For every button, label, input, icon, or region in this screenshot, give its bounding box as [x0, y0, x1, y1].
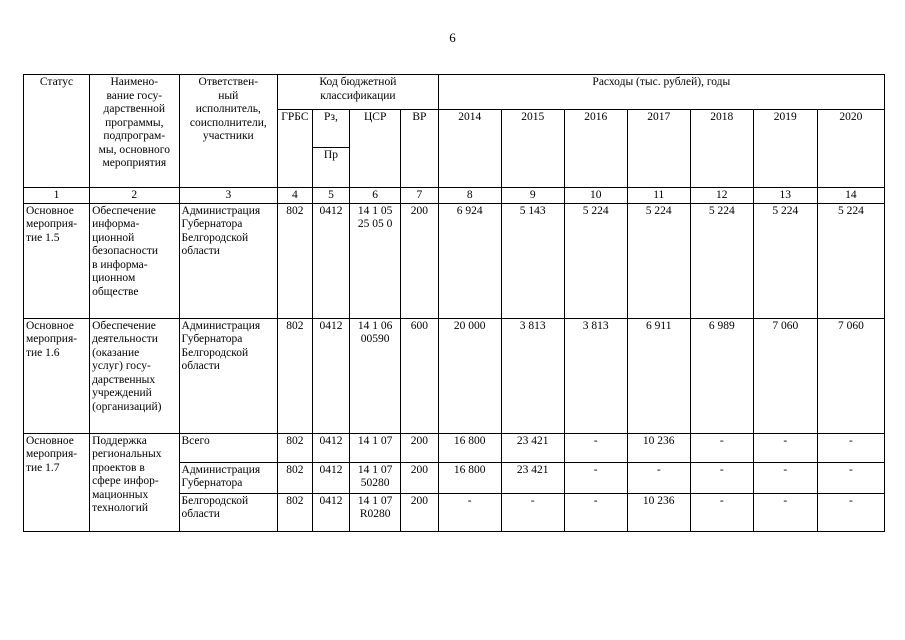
column-number: 6	[350, 188, 401, 204]
row-name: Поддержка региональных проектов в сфере инфор- мационных технологий	[90, 433, 179, 531]
row-vr: 200	[401, 433, 439, 462]
row-value-2014: 16 800	[438, 462, 501, 493]
row-value-2017: 5 224	[627, 203, 690, 318]
column-number: 9	[501, 188, 564, 204]
row-value-2015: 23 421	[501, 462, 564, 493]
header-pr: Пр	[312, 148, 350, 188]
column-number: 7	[401, 188, 439, 204]
column-number: 1	[24, 188, 90, 204]
row-grbs: 802	[278, 203, 313, 318]
row-value-2015: 23 421	[501, 433, 564, 462]
row-value-2014: 6 924	[438, 203, 501, 318]
row-csr: 14 1 07	[350, 433, 401, 462]
row-value-2019: -	[753, 433, 817, 462]
row-value-2016: -	[564, 462, 627, 493]
row-value-2020: -	[817, 462, 884, 493]
row-value-2015: 3 813	[501, 318, 564, 433]
header-year-2016: 2016	[564, 110, 627, 188]
table-row	[24, 203, 885, 318]
row-value-2015: -	[501, 493, 564, 531]
column-number: 8	[438, 188, 501, 204]
header-year-2019: 2019	[753, 110, 817, 188]
row-value-2017: -	[627, 462, 690, 493]
header-year-2020: 2020	[817, 110, 884, 188]
row-value-2020: -	[817, 433, 884, 462]
column-number: 13	[753, 188, 817, 204]
column-number: 14	[817, 188, 884, 204]
row-value-2019: -	[753, 462, 817, 493]
row-vr: 600	[401, 318, 439, 433]
row-value-2016: 5 224	[564, 203, 627, 318]
row-value-2014: 20 000	[438, 318, 501, 433]
row-name: Обеспечение информа- ционной безопасности в информа- ционном обществе	[90, 203, 179, 318]
row-status: Основное мероприя- тие 1.6	[24, 318, 90, 433]
row-vr: 200	[401, 203, 439, 318]
row-rzpr: 0412	[312, 493, 350, 531]
header-status: Статус	[24, 75, 90, 188]
row-value-2016: -	[564, 433, 627, 462]
row-rzpr: 0412	[312, 462, 350, 493]
row-executor: Администрация Губернатора Белгородской области	[179, 318, 278, 433]
row-value-2015: 5 143	[501, 203, 564, 318]
row-rzpr: 0412	[312, 203, 350, 318]
row-value-2016: -	[564, 493, 627, 531]
row-name: Обеспечение деятельности (оказание услуг) госу- дарственных учреждений (организаций)	[90, 318, 179, 433]
row-csr: 14 1 06 00590	[350, 318, 401, 433]
header-grbs: ГРБС	[278, 110, 313, 188]
row-rzpr: 0412	[312, 433, 350, 462]
column-number: 3	[179, 188, 278, 204]
column-number: 4	[278, 188, 313, 204]
row-executor: Администрация Губернатора	[179, 462, 278, 493]
row-value-2020: -	[817, 493, 884, 531]
header-expenses: Расходы (тыс. рублей), годы	[438, 75, 884, 110]
header-csr: ЦСР	[350, 110, 401, 188]
row-csr: 14 1 07 R0280	[350, 493, 401, 531]
row-value-2017: 10 236	[627, 493, 690, 531]
budget-table	[23, 74, 885, 532]
row-grbs: 802	[278, 433, 313, 462]
row-value-2018: -	[690, 433, 753, 462]
row-value-2018: -	[690, 493, 753, 531]
header-budget-code: Код бюджетной классификации	[278, 75, 439, 110]
page-number: 6	[449, 30, 456, 45]
row-value-2019: -	[753, 493, 817, 531]
table-row	[24, 433, 885, 462]
column-number: 10	[564, 188, 627, 204]
row-value-2017: 6 911	[627, 318, 690, 433]
header-year-2014: 2014	[438, 110, 501, 188]
row-grbs: 802	[278, 493, 313, 531]
column-number: 5	[312, 188, 350, 204]
row-executor: Белгородской области	[179, 493, 278, 531]
header-executor: Ответствен- ный исполнитель, соисполнители, участники	[179, 75, 278, 188]
row-value-2020: 7 060	[817, 318, 884, 433]
header-year-2015: 2015	[501, 110, 564, 188]
header-name: Наимено- вание госу- дарственной программы, подпрограм- мы, основного мероприятия	[90, 75, 179, 188]
column-number: 11	[627, 188, 690, 204]
row-status: Основное мероприя- тие 1.5	[24, 203, 90, 318]
row-rzpr: 0412	[312, 318, 350, 433]
row-value-2019: 7 060	[753, 318, 817, 433]
table-row	[24, 318, 885, 433]
row-value-2017: 10 236	[627, 433, 690, 462]
row-value-2020: 5 224	[817, 203, 884, 318]
row-grbs: 802	[278, 318, 313, 433]
row-value-2014: -	[438, 493, 501, 531]
row-executor: Администрация Губернатора Белгородской области	[179, 203, 278, 318]
row-vr: 200	[401, 493, 439, 531]
row-value-2019: 5 224	[753, 203, 817, 318]
row-value-2018: -	[690, 462, 753, 493]
row-value-2018: 6 989	[690, 318, 753, 433]
row-grbs: 802	[278, 462, 313, 493]
row-status: Основное мероприя- тие 1.7	[24, 433, 90, 531]
column-number: 2	[90, 188, 179, 204]
row-vr: 200	[401, 462, 439, 493]
row-value-2016: 3 813	[564, 318, 627, 433]
row-value-2014: 16 800	[438, 433, 501, 462]
header-year-2018: 2018	[690, 110, 753, 188]
header-vr: ВР	[401, 110, 439, 188]
row-executor: Всего	[179, 433, 278, 462]
column-number: 12	[690, 188, 753, 204]
header-rz: Рз,	[312, 110, 350, 148]
row-csr: 14 1 05 25 05 0	[350, 203, 401, 318]
header-year-2017: 2017	[627, 110, 690, 188]
row-csr: 14 1 07 50280	[350, 462, 401, 493]
row-value-2018: 5 224	[690, 203, 753, 318]
